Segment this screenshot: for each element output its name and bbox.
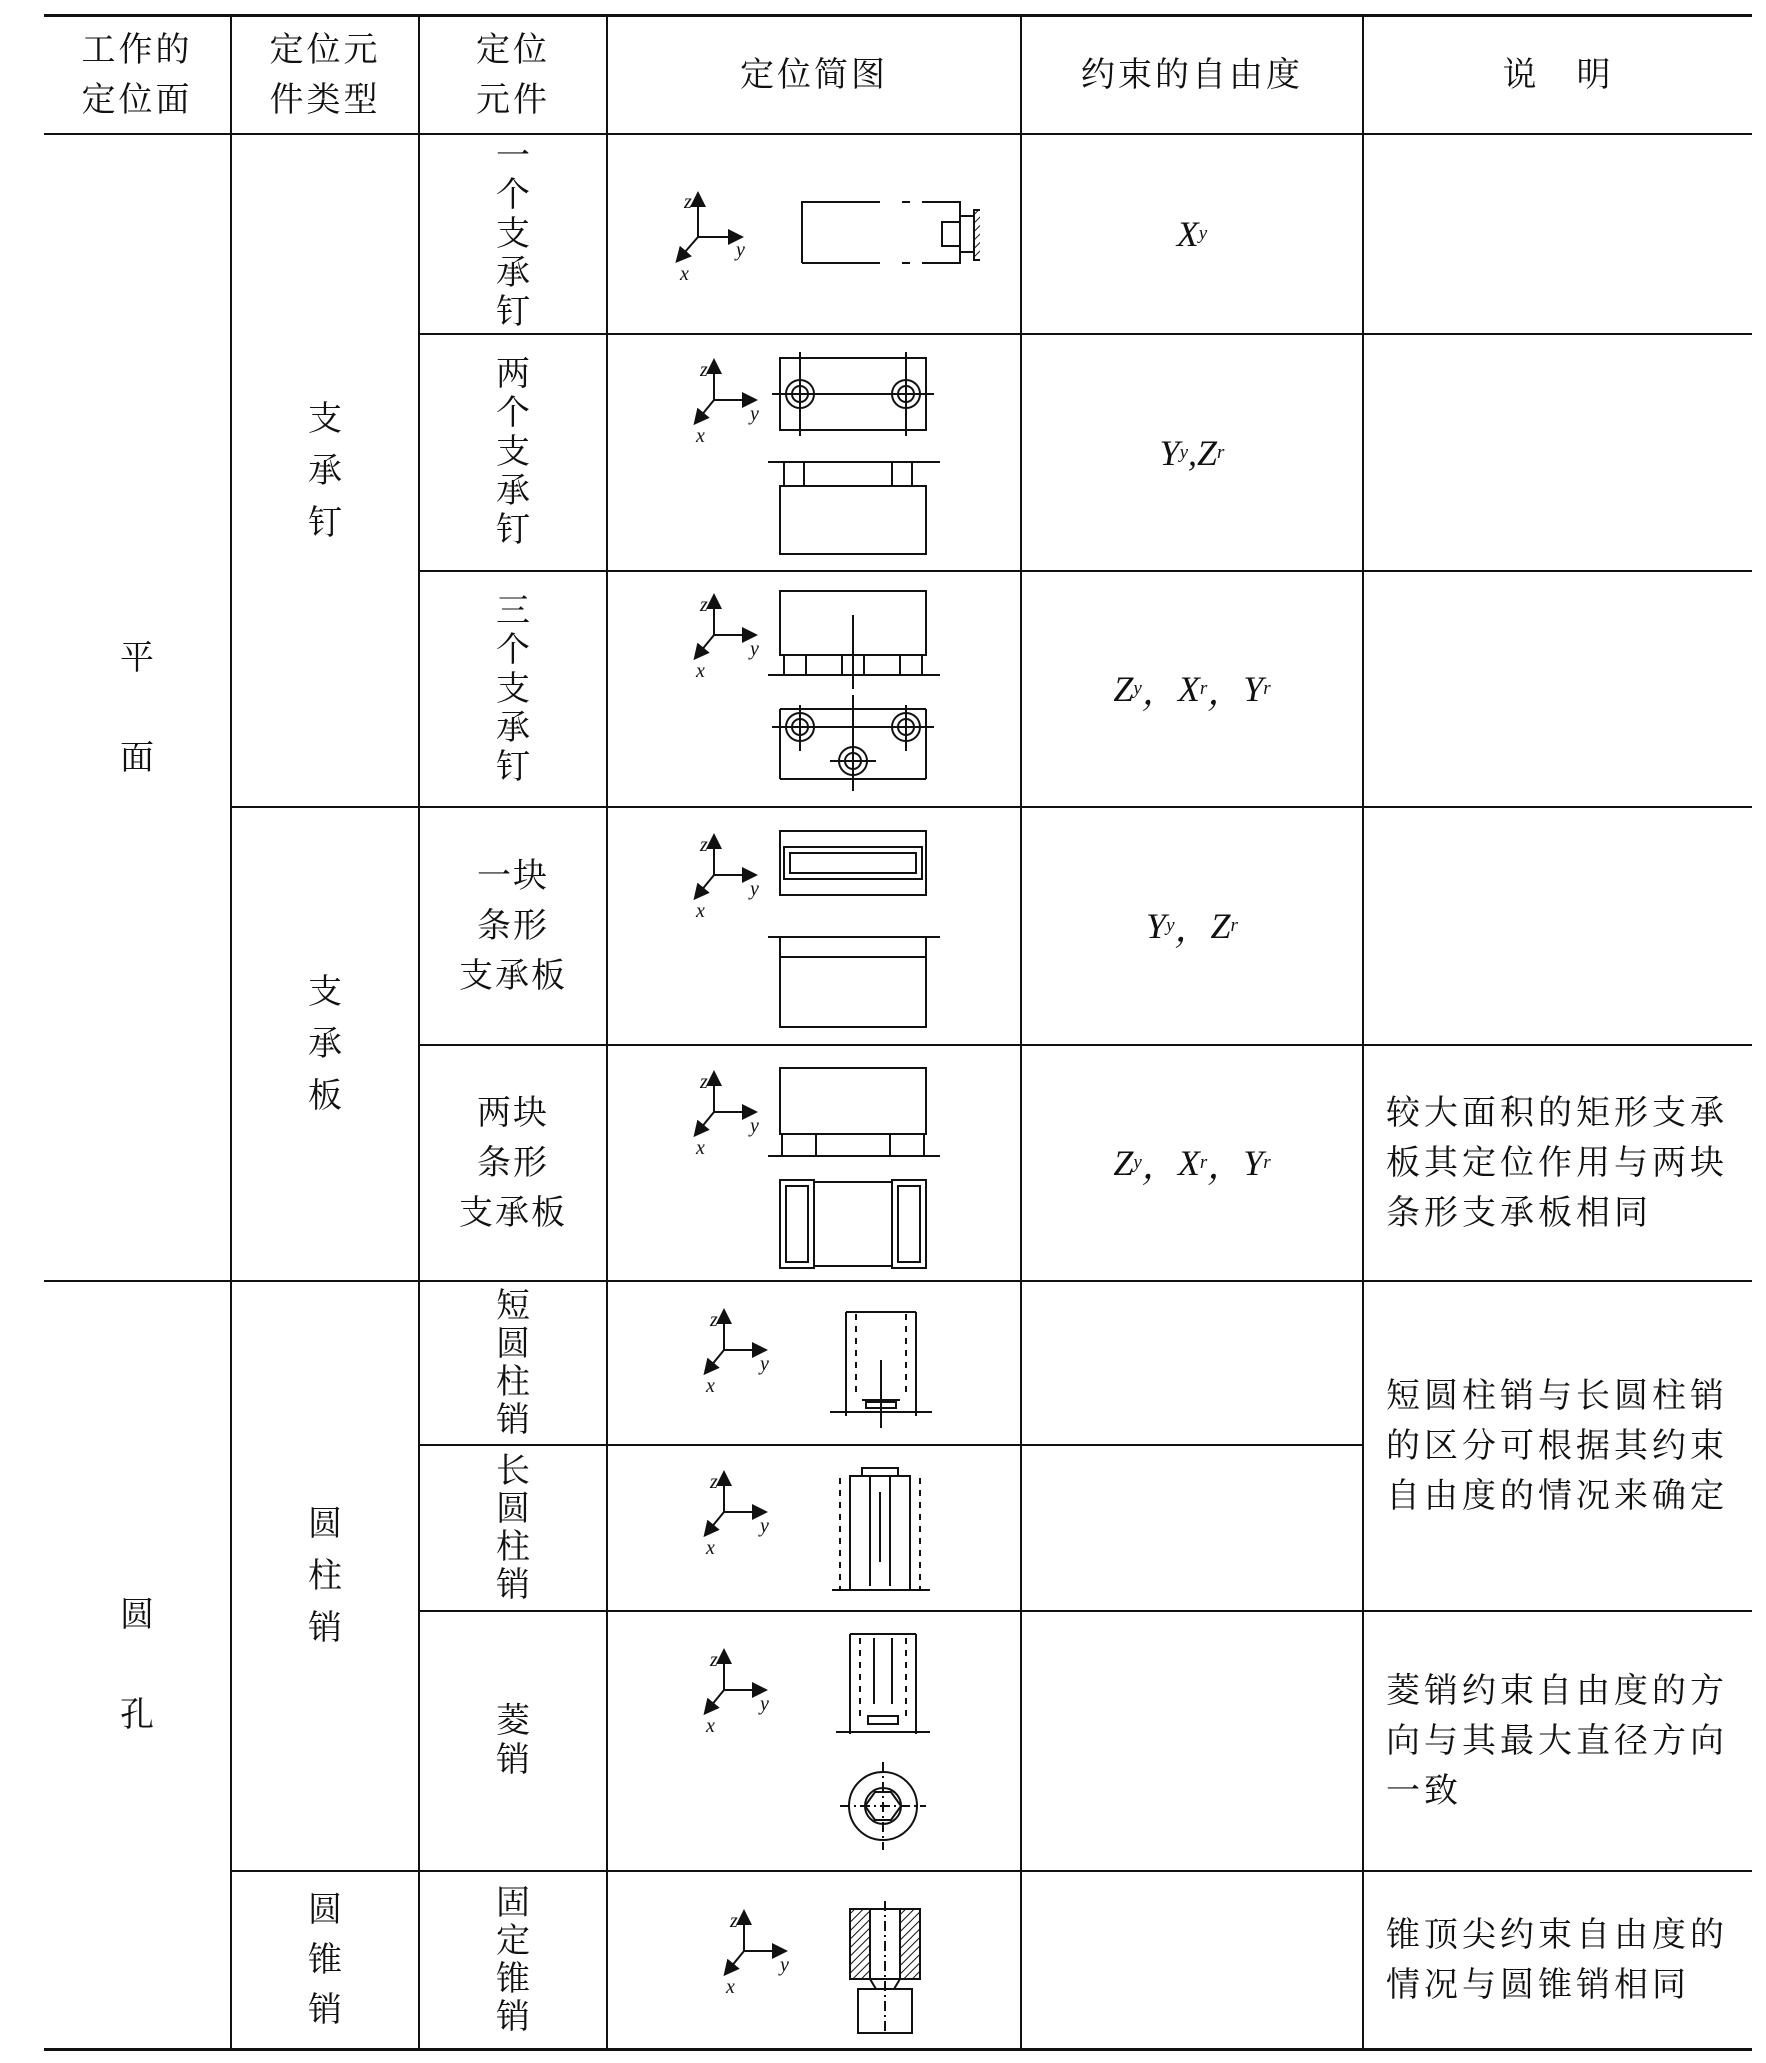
type-support-plate: 支 承 板 <box>308 972 342 1116</box>
diagram-two-pins <box>680 350 980 560</box>
axis-label-z: z <box>730 1910 738 1932</box>
dof-two-pins: Y y , Z r <box>1159 432 1225 473</box>
header-surface: 工作的 定位面 <box>81 30 193 120</box>
axis-label-x: x <box>706 1715 715 1737</box>
element-long-pin: 长 圆 柱 销 <box>496 1451 530 1605</box>
header-element-type: 定位元 件类型 <box>269 30 381 120</box>
note-cylindrical-pins: 短圆柱销与长圆柱销 的区分可根据其约束 自由度的情况来确定 <box>1386 1376 1728 1516</box>
axis-label-y: y <box>760 1353 769 1375</box>
axis-label-z: z <box>700 1071 708 1093</box>
type-cylindrical-pin: 圆 柱 销 <box>308 1504 342 1648</box>
element-three-pins: 三 个 支 承 钉 <box>496 590 530 787</box>
dof-one-pin: X y <box>1176 214 1208 254</box>
element-two-pins: 两 个 支 承 钉 <box>496 354 530 550</box>
surface-hole: 圆 孔 <box>120 1595 154 1735</box>
axis-label-z: z <box>684 191 692 213</box>
diagram-one-plate <box>680 825 980 1035</box>
header-dof: 约束的自由度 <box>1081 55 1303 95</box>
axis-label-x: x <box>706 1375 715 1397</box>
type-support-pin: 支 承 钉 <box>308 398 342 543</box>
axis-label-y: y <box>750 878 759 900</box>
type-conical-pin: 圆 锥 销 <box>308 1890 342 2030</box>
dof-two-plates: Z y ， X r ， Y r <box>1113 1143 1271 1186</box>
column-rule <box>606 14 608 2050</box>
diagram-one-pin <box>660 180 980 290</box>
axis-label-x: x <box>696 900 705 922</box>
header-element: 定位 元件 <box>476 30 550 120</box>
header-diagram: 定位简图 <box>740 55 888 95</box>
diagram-long-pin <box>690 1462 970 1602</box>
axis-label-z: z <box>710 1309 718 1331</box>
element-one-pin: 一 个 支 承 钉 <box>496 135 530 332</box>
element-fixed-cone-pin: 固 定 锥 销 <box>496 1883 530 2037</box>
axis-label-y: y <box>760 1515 769 1537</box>
diagram-three-pins <box>680 585 980 797</box>
axis-label-y: y <box>750 1115 759 1137</box>
axis-label-x: x <box>680 263 689 285</box>
axis-label-x: x <box>696 1137 705 1159</box>
axis-label-y: y <box>750 638 759 660</box>
axis-label-z: z <box>700 834 708 856</box>
axis-label-x: x <box>726 1976 735 1998</box>
element-short-pin: 短 圆 柱 销 <box>496 1286 530 1440</box>
axis-label-y: y <box>760 1693 769 1715</box>
axis-label-x: x <box>696 425 705 447</box>
element-one-plate: 一块 条形 支承板 <box>459 856 567 996</box>
axis-label-z: z <box>710 1649 718 1671</box>
note-diamond-pin: 菱销约束自由度的方 向与其最大直径方向 一致 <box>1386 1671 1728 1811</box>
axis-label-y: y <box>736 239 745 261</box>
dof-three-pins: Z y ， X r ， Y r <box>1113 669 1271 712</box>
diagram-short-pin <box>690 1300 970 1435</box>
element-diamond-pin: 菱 销 <box>496 1701 530 1780</box>
axis-label-y: y <box>750 403 759 425</box>
table-bottom-rule <box>44 2048 1752 2051</box>
element-two-plates: 两块 条形 支承板 <box>459 1093 567 1233</box>
dof-one-plate: Y y ， Z r <box>1146 906 1238 949</box>
note-two-plates: 较大面积的矩形支承 板其定位作用与两块 条形支承板相同 <box>1386 1093 1728 1233</box>
axis-label-y: y <box>780 1954 789 1976</box>
surface-plane: 平 面 <box>120 637 154 778</box>
axis-label-z: z <box>700 359 708 381</box>
diagram-diamond-pin <box>690 1630 970 1855</box>
axis-label-z: z <box>710 1471 718 1493</box>
axis-label-x: x <box>706 1537 715 1559</box>
diagram-fixed-cone-pin <box>700 1885 970 2040</box>
header-note: 说 明 <box>1502 55 1614 95</box>
axis-label-z: z <box>700 594 708 616</box>
axis-label-x: x <box>696 660 705 682</box>
diagram-two-plates <box>680 1062 980 1274</box>
note-cone-center: 锥顶尖约束自由度的 情况与圆锥销相同 <box>1386 1915 1728 2005</box>
